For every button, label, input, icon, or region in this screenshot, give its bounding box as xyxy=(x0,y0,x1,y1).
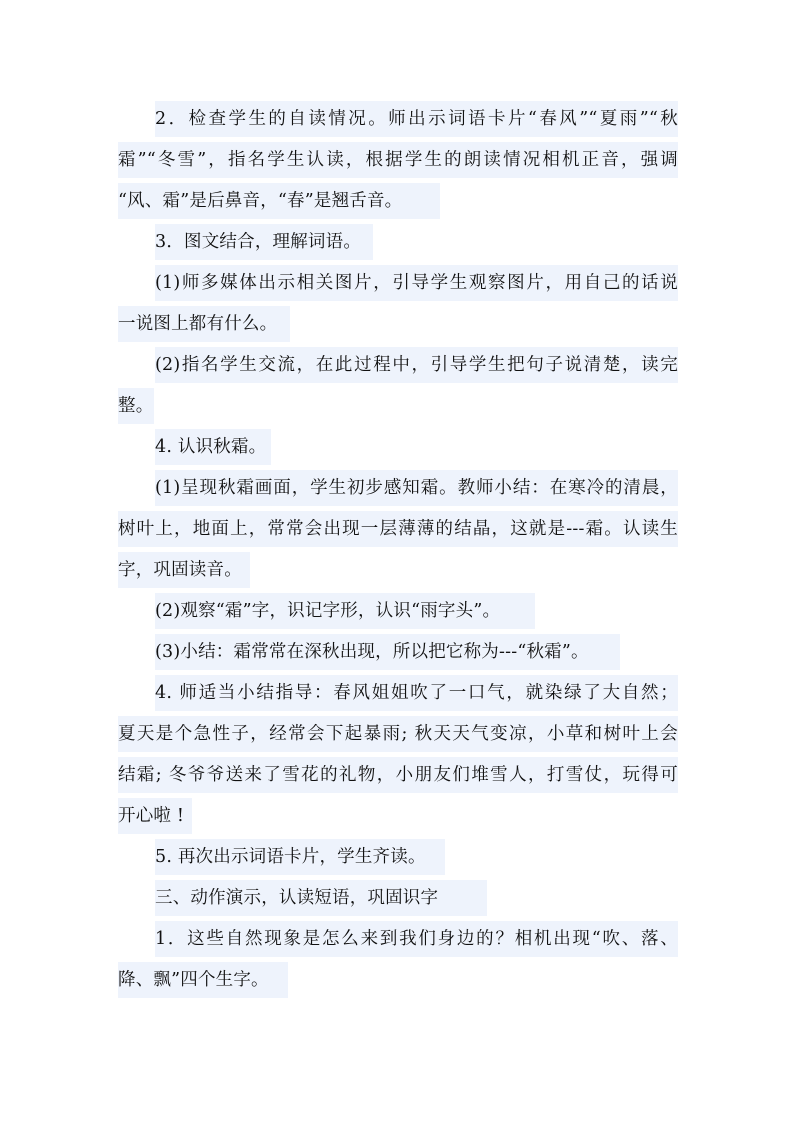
text-line: 降、飘”四个生字。 xyxy=(118,962,288,998)
text-line: 夏天是个急性子，经常会下起暴雨; 秋天天气变凉，小草和树叶上会 xyxy=(118,716,678,752)
text-line: 4. 认识秋霜。 xyxy=(155,429,271,465)
text-line: (1)呈现秋霜画面，学生初步感知霜。教师小结：在寒冷的清晨， xyxy=(155,470,678,506)
text-line: (2)观察“霜”字，识记字形，认识“雨字头”。 xyxy=(155,593,535,629)
text-line: 1．这些自然现象是怎么来到我们身边的？相机出现“吹、落、 xyxy=(155,921,678,957)
text-line: (3)小结：霜常常在深秋出现，所以把它称为---“秋霜”。 xyxy=(155,634,620,670)
text-line: 字，巩固读音。 xyxy=(118,552,250,588)
text-line: 2．检查学生的自读情况。师出示词语卡片“春风”“夏雨”“秋 xyxy=(155,101,678,137)
text-line: 5. 再次出示词语卡片，学生齐读。 xyxy=(155,839,445,875)
text-line: 结霜; 冬爷爷送来了雪花的礼物，小朋友们堆雪人，打雪仗，玩得可 xyxy=(118,757,678,793)
text-line: 三、动作演示，认读短语，巩固识字 xyxy=(155,880,487,916)
text-line: 3．图文结合，理解词语。 xyxy=(155,224,373,260)
text-line: 一说图上都有什么。 xyxy=(118,306,290,342)
text-line: 霜”“冬雪”，指名学生认读，根据学生的朗读情况相机正音，强调 xyxy=(118,142,678,178)
text-line: 4. 师适当小结指导：春风姐姐吹了一口气，就染绿了大自然； xyxy=(155,675,678,711)
text-line: “风、霜”是后鼻音，“春”是翘舌音。 xyxy=(118,183,440,219)
text-line: 开心啦 ! xyxy=(118,798,192,834)
text-line: 树叶上，地面上，常常会出现一层薄薄的结晶，这就是---霜。认读生 xyxy=(118,511,678,547)
text-line: 整。 xyxy=(118,388,154,424)
text-line: (2)指名学生交流，在此过程中，引导学生把句子说清楚，读完 xyxy=(155,347,678,383)
text-line: (1)师多媒体出示相关图片，引导学生观察图片，用自己的话说 xyxy=(155,265,678,301)
